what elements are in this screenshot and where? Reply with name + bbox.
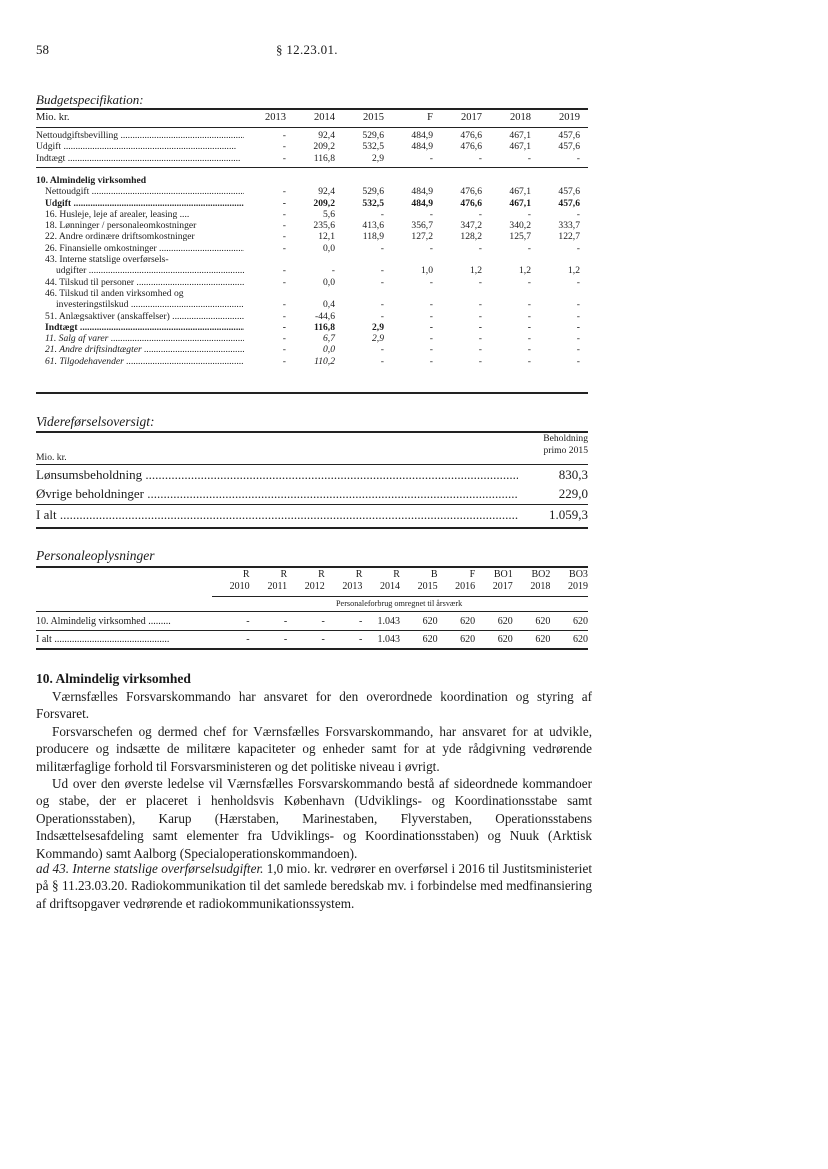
table-row xyxy=(36,299,588,310)
personnel-col-years xyxy=(36,581,588,593)
cell: 333,7 xyxy=(558,220,580,232)
cell: 467,1 xyxy=(509,141,531,153)
cell: 1.043 xyxy=(377,616,400,627)
cell: - xyxy=(429,276,433,288)
cell: 457,6 xyxy=(558,197,580,209)
personnel-bottom-rule xyxy=(36,648,588,650)
cell: - xyxy=(380,299,384,311)
cell: - xyxy=(359,634,363,645)
personnel-top-rule xyxy=(36,566,588,568)
total-label: I alt ..... xyxy=(36,505,518,524)
cell: - xyxy=(527,310,531,322)
cell: 125,7 xyxy=(509,231,531,243)
cell: - xyxy=(527,208,531,220)
col-year: 2013 xyxy=(342,581,363,592)
cell: - xyxy=(282,299,286,311)
cell: 529,6 xyxy=(362,130,384,141)
budget-summary xyxy=(36,130,588,164)
cell: 6,7 xyxy=(323,333,335,345)
col-type: R xyxy=(242,569,250,580)
row-label: Nettoudgiftsbevilling ..... xyxy=(36,130,244,141)
cell: 467,1 xyxy=(509,186,531,198)
cell: 209,2 xyxy=(313,141,335,153)
cell: - xyxy=(527,242,531,254)
cell: - xyxy=(380,208,384,220)
cell: - xyxy=(380,310,384,322)
table-row xyxy=(36,243,588,254)
row-label: Udgift ..... xyxy=(36,198,244,209)
cell: 620 xyxy=(572,634,588,645)
cell: - xyxy=(576,310,580,322)
cell: - xyxy=(380,276,384,288)
cell: 1,2 xyxy=(470,265,482,277)
cell: - xyxy=(576,299,580,311)
personnel-header-rule xyxy=(212,596,588,597)
table-row xyxy=(36,254,588,265)
row-label: Øvrige beholdninger ..... xyxy=(36,484,518,503)
table-row xyxy=(36,141,588,152)
cell: - xyxy=(282,355,286,367)
cell: - xyxy=(429,299,433,311)
cell: - xyxy=(321,616,325,627)
row-label: investeringstilskud ..... xyxy=(36,299,244,310)
cell: - xyxy=(380,355,384,367)
total-row xyxy=(36,633,588,646)
cell: 484,9 xyxy=(411,130,433,141)
cell: - xyxy=(478,242,482,254)
cell: 1,2 xyxy=(568,265,580,277)
table-row xyxy=(36,231,588,242)
cell: - xyxy=(429,333,433,345)
cell: 1,0 xyxy=(421,265,433,277)
cell: - xyxy=(380,265,384,277)
overview-total xyxy=(36,505,588,524)
cell: 620 xyxy=(572,616,588,627)
budget-year: 2018 xyxy=(510,112,531,123)
budget-top-rule xyxy=(36,108,588,110)
cell: - xyxy=(246,634,250,645)
budget-mid-rule xyxy=(36,167,588,168)
cell: - xyxy=(429,208,433,220)
cell: 235,6 xyxy=(313,220,335,232)
cell: 12,1 xyxy=(318,231,335,243)
cell: 476,6 xyxy=(460,197,482,209)
cell: - xyxy=(478,152,482,164)
table-row xyxy=(36,130,588,141)
row-label: 16. Husleje, leje af arealer, leasing .... xyxy=(45,208,190,220)
cell: 476,6 xyxy=(460,141,482,153)
row-label: Udgift ..... xyxy=(36,141,244,152)
cell: 356,7 xyxy=(411,220,433,232)
row-label: 44. Tilskud til personer ..... xyxy=(36,277,244,288)
cell: - xyxy=(527,321,531,333)
cell: - xyxy=(380,344,384,356)
cell: - xyxy=(380,242,384,254)
budget-year: F xyxy=(427,112,433,123)
cell: - xyxy=(429,355,433,367)
cell: 413,6 xyxy=(362,220,384,232)
cell: - xyxy=(527,299,531,311)
cell: - xyxy=(478,310,482,322)
cell: - xyxy=(282,208,286,220)
cell: - xyxy=(282,344,286,356)
cell: 457,6 xyxy=(558,141,580,153)
total-label: I alt xyxy=(36,634,52,645)
cell: - xyxy=(359,616,363,627)
personnel-total-rule xyxy=(36,630,588,631)
cell: - xyxy=(429,152,433,164)
cell: 532,5 xyxy=(362,197,384,209)
col-type: R xyxy=(393,569,400,580)
overview-col-header-1: Beholdning xyxy=(543,433,588,444)
cell: - xyxy=(283,634,288,645)
budget-title: Budgetspecifikation: xyxy=(36,92,144,107)
row-label: 51. Anlægsaktiver (anskaffelser) ..... xyxy=(36,311,244,322)
row-value: 830,3 xyxy=(558,467,588,482)
cell: - xyxy=(527,276,531,288)
cell: - xyxy=(282,141,286,153)
budget-details xyxy=(36,175,588,367)
table-row xyxy=(36,311,588,322)
cell: - xyxy=(429,321,433,333)
cell: 484,9 xyxy=(411,141,433,153)
cell: 116,8 xyxy=(313,321,335,333)
row-label: Indtægt ..... xyxy=(36,322,244,333)
cell: - xyxy=(576,242,580,254)
cell: - xyxy=(527,333,531,345)
cell: - xyxy=(478,333,482,345)
section-body xyxy=(36,688,592,862)
cell: - xyxy=(478,321,482,333)
table-row xyxy=(36,209,588,220)
cell: 340,2 xyxy=(509,220,531,232)
cell: 110,2 xyxy=(314,355,335,367)
row-label: Lønsumsbeholdning ..... xyxy=(36,465,518,484)
cell: 476,6 xyxy=(460,130,482,141)
table-row xyxy=(36,484,588,503)
cell: - xyxy=(527,355,531,367)
table-row xyxy=(36,615,588,628)
row-label: udgifter ..... xyxy=(36,265,244,276)
col-type: F xyxy=(469,569,476,580)
cell: 92,4 xyxy=(318,186,335,198)
cell: -44,6 xyxy=(315,310,335,322)
col-type: R xyxy=(318,569,325,580)
overview-rows xyxy=(36,465,588,503)
cell: 620 xyxy=(497,616,513,627)
cell: 116,8 xyxy=(313,152,335,164)
cell: 620 xyxy=(460,634,476,645)
cell: 529,6 xyxy=(362,186,384,198)
budget-year: 2013 xyxy=(265,112,286,123)
cell: - xyxy=(576,333,580,345)
overview-bottom-rule xyxy=(36,527,588,529)
cell: 2,9 xyxy=(372,333,384,345)
overview-title: Videreførselsoversigt: xyxy=(36,414,155,429)
col-year: 2017 xyxy=(492,581,513,592)
col-type: BO1 xyxy=(493,569,513,580)
budget-header-rule xyxy=(36,127,588,128)
cell: 0,0 xyxy=(323,242,335,254)
col-year: 2010 xyxy=(229,581,250,592)
cell: - xyxy=(282,130,286,141)
cell: 620 xyxy=(422,616,438,627)
paragraph: Værnsfælles Forsvarskommando har ansvaret for den overordnede koordination og styring af Forsvaret. xyxy=(36,689,592,722)
overview-unit: Mio. kr. xyxy=(36,452,67,463)
personnel-sub-rule xyxy=(36,611,588,612)
row-label: 10. Almindelig virksomhed ......... xyxy=(36,616,171,627)
table-row xyxy=(36,322,588,333)
cell: 620 xyxy=(535,616,551,627)
row-label: 43. Interne statslige overførsels- xyxy=(45,254,169,266)
table-row xyxy=(36,288,588,299)
col-year: 2011 xyxy=(267,581,288,592)
cell: 92,4 xyxy=(318,130,335,141)
section-reference: § 12.23.01. xyxy=(276,42,338,57)
col-year: 2019 xyxy=(567,581,588,592)
col-year: 2016 xyxy=(455,581,476,592)
ad-text: 1,0 mio. kr. vedrører en overførsel i 2016 til Justitsministeriet på § 11.23.03.20. Radiokommunikation til det samlede beredskab mv. i forbindelse med medfinansiering af driftsopgaver vedrørende et radiokommunikationssystem. xyxy=(36,861,592,911)
row-label: 46. Tilskud til anden virksomhed og xyxy=(45,287,184,299)
cell: 484,9 xyxy=(411,186,433,198)
col-type: R xyxy=(280,569,288,580)
budget-year: 2017 xyxy=(461,112,482,123)
cell: 347,2 xyxy=(460,220,482,232)
cell: 476,6 xyxy=(460,186,482,198)
cell: - xyxy=(282,310,286,322)
cell: - xyxy=(576,276,580,288)
personnel-col-top xyxy=(36,569,588,581)
cell: 118,9 xyxy=(362,231,384,243)
cell: 2,9 xyxy=(372,321,384,333)
total-value: 1.059,3 xyxy=(549,507,588,522)
cell: - xyxy=(478,355,482,367)
cell: - xyxy=(321,634,325,645)
cell: 1,2 xyxy=(519,265,531,277)
cell: 128,2 xyxy=(460,231,482,243)
cell: - xyxy=(282,220,286,232)
cell: - xyxy=(282,152,286,164)
col-type: BO3 xyxy=(569,569,588,580)
table-row xyxy=(36,153,588,164)
col-year: 2012 xyxy=(304,581,325,592)
cell: - xyxy=(527,152,531,164)
budget-bottom-rule xyxy=(36,392,588,394)
table-row xyxy=(36,220,588,231)
ad-paragraph xyxy=(36,860,592,912)
cell: 467,1 xyxy=(509,130,531,141)
cell: - xyxy=(576,321,580,333)
budget-year: 2019 xyxy=(559,112,580,123)
row-label: 26. Finansielle omkostninger ..... xyxy=(36,243,244,254)
cell: 620 xyxy=(535,634,551,645)
cell: 457,6 xyxy=(558,130,580,141)
table-row xyxy=(36,265,588,276)
cell: 2,9 xyxy=(372,152,384,164)
cell: - xyxy=(576,152,580,164)
budget-header-row xyxy=(36,112,588,123)
cell: - xyxy=(246,616,250,627)
personnel-title: Personaleoplysninger xyxy=(36,548,155,563)
overview-col-header xyxy=(500,433,588,456)
row-label: 21. Andre driftsindtægter ..... xyxy=(36,344,244,355)
ad-prefix: ad 43. Interne statslige overførselsudgifter. xyxy=(36,861,264,876)
row-label: 22. Andre ordinære driftsomkostninger xyxy=(45,231,195,243)
cell: 532,5 xyxy=(362,141,384,153)
budget-year: 2015 xyxy=(363,112,384,123)
row-label: I alt .............................................. xyxy=(36,634,170,645)
cell: 620 xyxy=(460,616,476,627)
table-row xyxy=(36,186,588,197)
personnel-sub-header: Personaleforbrug omregnet til årsværk xyxy=(336,599,463,608)
cell: - xyxy=(283,616,288,627)
col-type: R xyxy=(355,569,363,580)
cell: 620 xyxy=(497,634,513,645)
cell: 457,6 xyxy=(558,186,580,198)
cell: - xyxy=(282,333,286,345)
paragraph: Forsvarschefen og dermed chef for Værnsfælles Forsvarskommando, har ansvaret for at udvikle, producere og indsætte de militære kapaciteter og enheder samt for at yde rådgivning vedrørende militærfaglige forhold til Forsvarsministeren og det politiske niveau i øvrigt. xyxy=(36,723,592,774)
cell: 0,4 xyxy=(323,299,335,311)
cell: - xyxy=(429,310,433,322)
cell: 0,0 xyxy=(323,344,335,356)
cell: - xyxy=(478,276,482,288)
row-label: Indtægt ..... xyxy=(36,153,244,164)
cell: - xyxy=(478,208,482,220)
cell: - xyxy=(282,276,286,288)
cell: 209,2 xyxy=(313,197,335,209)
budget-unit: Mio. kr. xyxy=(36,112,70,123)
table-row xyxy=(36,277,588,288)
cell: 620 xyxy=(422,634,438,645)
cell: - xyxy=(282,231,286,243)
cell: - xyxy=(527,344,531,356)
cell: 5,6 xyxy=(323,208,335,220)
cell: - xyxy=(429,242,433,254)
cell: - xyxy=(576,208,580,220)
cell: - xyxy=(429,344,433,356)
table-row xyxy=(36,465,588,484)
cell: - xyxy=(478,344,482,356)
page-number: 58 xyxy=(36,42,49,57)
cell: 1.043 xyxy=(377,634,400,645)
overview-col-header-2: primo 2015 xyxy=(543,444,588,456)
cell: - xyxy=(282,197,286,209)
row-label: 11. Salg af varer ..... xyxy=(36,333,244,344)
col-year: 2015 xyxy=(417,581,438,592)
row-value: 229,0 xyxy=(558,486,588,501)
cell: 122,7 xyxy=(558,231,580,243)
ad-note xyxy=(36,860,592,912)
cell: - xyxy=(282,186,286,198)
cell: 484,9 xyxy=(411,197,433,209)
row-label: Nettoudgift ..... xyxy=(36,186,244,197)
total-row xyxy=(36,505,588,524)
cell: - xyxy=(478,299,482,311)
cell: - xyxy=(282,242,286,254)
row-label: 61. Tilgodehavender ..... xyxy=(36,356,244,367)
table-row xyxy=(36,333,588,344)
row-label: 18. Lønninger / personaleomkostninger xyxy=(45,220,197,232)
cell: - xyxy=(331,265,335,277)
cell: - xyxy=(282,265,286,277)
col-type: B xyxy=(430,569,438,580)
table-row xyxy=(36,198,588,209)
cell: 0,0 xyxy=(323,276,335,288)
cell: 127,2 xyxy=(411,231,433,243)
table-row xyxy=(36,344,588,355)
col-type: BO2 xyxy=(531,569,551,580)
group-title-label: 10. Almindelig virksomhed xyxy=(36,175,147,186)
budget-year: 2014 xyxy=(314,112,335,123)
cell: - xyxy=(576,355,580,367)
cell: - xyxy=(282,321,286,333)
cell: - xyxy=(576,344,580,356)
table-row xyxy=(36,356,588,367)
section-heading: 10. Almindelig virksomhed xyxy=(36,671,191,686)
group-title xyxy=(36,175,588,186)
cell: 467,1 xyxy=(509,197,531,209)
paragraph: Ud over den øverste ledelse vil Værnsfælles Forsvarskommando bestå af sideordnede kommandoer og stabe, der er placeret i henholdsvis København (Udviklings- og Koordinationsstabe samt Operationsstaben), Karup (Hærstaben, Marinestaben, Flyverstaben, Operationsstabens Indsættelsesafdeling samt elementer fra Udviklings- og Koordinationsstaben) og Nuuk (Arktisk Kommando) samt Aalborg (Specialoperationskommandoen). xyxy=(36,776,592,861)
col-year: 2014 xyxy=(379,581,400,592)
col-year: 2018 xyxy=(530,581,551,592)
